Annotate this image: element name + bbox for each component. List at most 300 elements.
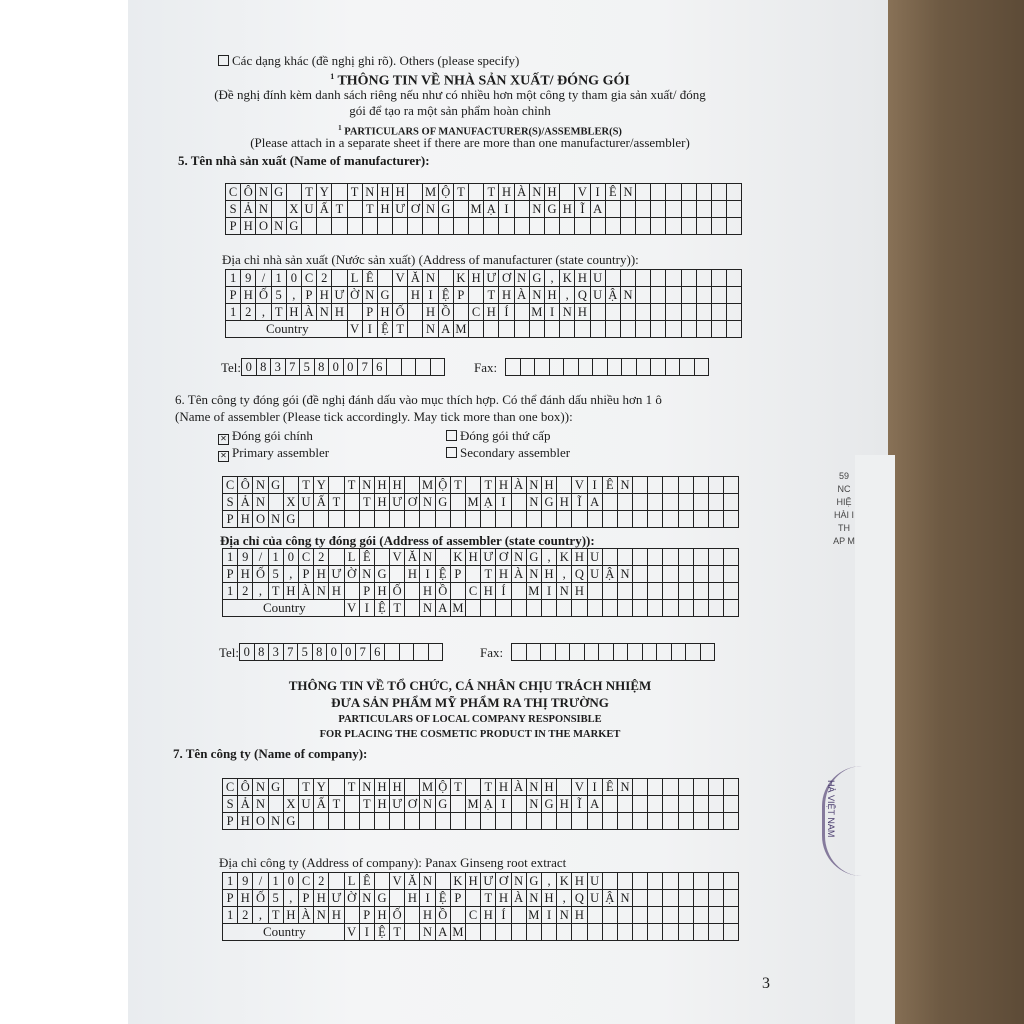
digit-box: 3 xyxy=(269,644,284,660)
grid-cell xyxy=(450,813,465,830)
grid-cell xyxy=(481,511,496,528)
digit-box: 7 xyxy=(358,359,373,375)
grid-cell xyxy=(544,321,559,338)
grid-cell: Ư xyxy=(481,873,496,890)
grid-cell xyxy=(666,184,681,201)
grid-cell xyxy=(374,511,389,528)
manufacturer-fax xyxy=(474,358,709,376)
grid-cell: À xyxy=(511,477,526,494)
digit-box xyxy=(400,644,415,660)
grid-cell: 9 xyxy=(238,549,253,566)
grid-cell xyxy=(602,600,617,617)
grid-cell: T xyxy=(271,304,286,321)
grid-cell xyxy=(724,779,739,796)
grid-cell: Ấ xyxy=(317,201,332,218)
grid-cell xyxy=(438,270,453,287)
grid-cell xyxy=(648,924,663,941)
grid-cell xyxy=(724,907,739,924)
grid-cell: T xyxy=(301,184,316,201)
grid-cell xyxy=(572,924,587,941)
grid-cell xyxy=(405,924,420,941)
grid-cell: G xyxy=(541,494,556,511)
grid-cell xyxy=(681,287,696,304)
grid-cell: N xyxy=(423,201,438,218)
grid-cell xyxy=(557,779,572,796)
grid-cell: M xyxy=(526,907,541,924)
grid-cell xyxy=(724,583,739,600)
grid-cell xyxy=(666,304,681,321)
grid-cell xyxy=(301,218,316,235)
grid-cell: N xyxy=(526,779,541,796)
grid-cell: Í xyxy=(496,583,511,600)
digit-box xyxy=(666,359,681,375)
digit-box xyxy=(521,359,536,375)
grid-cell xyxy=(466,566,481,583)
grid-cell xyxy=(636,287,651,304)
grid-row xyxy=(223,549,739,566)
grid-cell: H xyxy=(238,566,253,583)
grid-cell: H xyxy=(390,779,405,796)
grid-cell xyxy=(693,873,708,890)
grid-cell xyxy=(709,779,724,796)
grid-cell: C xyxy=(226,184,241,201)
grid-cell xyxy=(344,907,359,924)
grid-cell xyxy=(666,218,681,235)
grid-cell xyxy=(541,813,556,830)
grid-cell: , xyxy=(557,566,572,583)
grid-cell xyxy=(693,583,708,600)
digit-box xyxy=(680,359,695,375)
grid-cell: Ư xyxy=(329,566,344,583)
digit-box xyxy=(614,644,629,660)
grid-cell: H xyxy=(541,779,556,796)
grid-cell xyxy=(727,184,742,201)
grid-cell: N xyxy=(362,287,377,304)
grid-cell xyxy=(344,583,359,600)
grid-cell: H xyxy=(420,907,435,924)
grid-cell xyxy=(648,813,663,830)
grid-cell: H xyxy=(374,494,389,511)
digit-box xyxy=(579,359,594,375)
grid-cell: Ê xyxy=(602,779,617,796)
grid-cell: T xyxy=(268,583,283,600)
grid-cell: T xyxy=(393,321,408,338)
grid-cell: U xyxy=(587,549,602,566)
grid-cell xyxy=(678,477,693,494)
grid-cell xyxy=(678,779,693,796)
grid-cell: Ĩ xyxy=(572,796,587,813)
grid-cell xyxy=(636,304,651,321)
grid-cell: V xyxy=(393,270,408,287)
grid-cell xyxy=(374,549,389,566)
grid-cell xyxy=(283,477,298,494)
grid-cell: Ă xyxy=(405,873,420,890)
grid-cell: I xyxy=(420,890,435,907)
grid-cell xyxy=(678,549,693,566)
grid-cell: N xyxy=(314,907,329,924)
grid-cell xyxy=(469,184,484,201)
grid-cell xyxy=(709,494,724,511)
grid-cell: G xyxy=(435,494,450,511)
local-title-vi-1: THÔNG TIN VỀ TỔ CHỨC, CÁ NHÂN CHỊU TRÁCH NHIỆM xyxy=(288,678,652,693)
grid-cell xyxy=(560,184,575,201)
grid-cell xyxy=(484,321,499,338)
grid-cell xyxy=(709,924,724,941)
grid-cell xyxy=(450,511,465,528)
grid-cell: Ả xyxy=(238,494,253,511)
grid-cell: N xyxy=(420,924,435,941)
assembler-heading-vi: 6. Tên công ty đóng gói (đề nghị đánh dấu vào mục thích hợp. Có thể đánh dấu nhiều hơn 1 ô xyxy=(175,392,662,407)
grid-row xyxy=(223,796,739,813)
grid-cell xyxy=(724,511,739,528)
grid-cell: I xyxy=(362,321,377,338)
grid-cell xyxy=(617,549,632,566)
grid-cell xyxy=(696,184,711,201)
grid-cell xyxy=(393,287,408,304)
grid-cell: , xyxy=(253,907,268,924)
grid-cell: T xyxy=(268,907,283,924)
grid-cell: Ê xyxy=(605,184,620,201)
grid-cell xyxy=(541,924,556,941)
grid-cell xyxy=(347,201,362,218)
grid-cell: V xyxy=(572,779,587,796)
grid-cell: H xyxy=(466,873,481,890)
grid-cell xyxy=(529,321,544,338)
grid-cell: , xyxy=(283,566,298,583)
grid-cell: O xyxy=(256,218,271,235)
grid-cell xyxy=(526,924,541,941)
grid-cell: À xyxy=(298,907,313,924)
grid-cell: 1 xyxy=(223,907,238,924)
grid-cell: T xyxy=(298,477,313,494)
grid-cell: H xyxy=(374,907,389,924)
grid-cell: Ê xyxy=(602,477,617,494)
grid-cell xyxy=(678,873,693,890)
grid-cell: Ơ xyxy=(405,494,420,511)
grid-cell: N xyxy=(253,796,268,813)
grid-cell xyxy=(724,566,739,583)
grid-cell: G xyxy=(377,287,392,304)
grid-cell: G xyxy=(283,511,298,528)
grid-cell: N xyxy=(529,201,544,218)
grid-cell xyxy=(332,270,347,287)
grid-cell: 2 xyxy=(241,304,256,321)
grid-cell: G xyxy=(283,813,298,830)
grid-cell xyxy=(633,511,648,528)
digit-box xyxy=(429,644,443,660)
grid-cell: N xyxy=(617,477,632,494)
grid-cell: , xyxy=(557,890,572,907)
grid-cell xyxy=(709,796,724,813)
digit-box: 8 xyxy=(255,644,270,660)
grid-cell: T xyxy=(481,477,496,494)
grid-cell: T xyxy=(390,600,405,617)
grid-cell xyxy=(648,907,663,924)
grid-cell: H xyxy=(572,549,587,566)
grid-cell xyxy=(709,907,724,924)
grid-cell: N xyxy=(526,566,541,583)
grid-cell: 1 xyxy=(268,549,283,566)
grid-cell: Ạ xyxy=(481,494,496,511)
grid-cell: V xyxy=(344,600,359,617)
grid-cell: I xyxy=(541,583,556,600)
grid-cell: C xyxy=(298,873,313,890)
grid-cell: P xyxy=(226,287,241,304)
grid-cell: G xyxy=(544,201,559,218)
grid-cell: H xyxy=(557,494,572,511)
grid-cell xyxy=(541,511,556,528)
local-title-en-1: PARTICULARS OF LOCAL COMPANY RESPONSIBLE xyxy=(338,714,602,725)
grid-cell: H xyxy=(541,477,556,494)
digit-box: 6 xyxy=(373,359,388,375)
grid-cell: Ư xyxy=(332,287,347,304)
grid-cell: N xyxy=(253,494,268,511)
grid-cell: H xyxy=(499,184,514,201)
grid-cell xyxy=(693,477,708,494)
grid-cell: T xyxy=(390,924,405,941)
grid-cell: H xyxy=(541,890,556,907)
grid-cell xyxy=(453,218,468,235)
grid-cell: Ệ xyxy=(438,287,453,304)
grid-cell xyxy=(514,321,529,338)
manufacturer-heading: 5. Tên nhà sản xuất (Name of manufacturer): xyxy=(178,153,430,168)
grid-cell xyxy=(617,796,632,813)
grid-cell: M xyxy=(466,494,481,511)
grid-cell xyxy=(435,549,450,566)
grid-cell: Ư xyxy=(390,796,405,813)
grid-cell: N xyxy=(514,270,529,287)
grid-cell xyxy=(681,201,696,218)
grid-cell: K xyxy=(450,873,465,890)
grid-cell xyxy=(693,494,708,511)
grid-row xyxy=(223,494,739,511)
grid-cell xyxy=(633,813,648,830)
digit-box xyxy=(585,644,600,660)
grid-cell xyxy=(633,583,648,600)
grid-cell xyxy=(511,494,526,511)
fax-label: Fax: xyxy=(480,644,504,660)
grid-cell: Ơ xyxy=(496,549,511,566)
grid-cell xyxy=(620,270,635,287)
grid-cell: N xyxy=(317,304,332,321)
grid-row xyxy=(223,873,739,890)
checked-box-icon: ✕ xyxy=(218,434,229,445)
grid-cell: G xyxy=(526,549,541,566)
grid-cell xyxy=(314,511,329,528)
grid-cell: Í xyxy=(499,304,514,321)
fax-boxes xyxy=(511,643,715,661)
digit-box: 8 xyxy=(315,359,330,375)
grid-cell: Ơ xyxy=(496,873,511,890)
grid-cell xyxy=(696,287,711,304)
grid-cell xyxy=(590,304,605,321)
grid-cell xyxy=(329,549,344,566)
assembler-fax xyxy=(480,643,715,661)
tel-boxes xyxy=(239,643,443,661)
grid-cell xyxy=(693,549,708,566)
grid-cell xyxy=(605,304,620,321)
grid-cell: H xyxy=(572,583,587,600)
grid-cell xyxy=(359,813,374,830)
grid-cell xyxy=(587,907,602,924)
grid-cell: M xyxy=(466,796,481,813)
grid-cell: H xyxy=(390,477,405,494)
grid-cell: G xyxy=(541,796,556,813)
grid-cell: P xyxy=(223,511,238,528)
grid-cell xyxy=(390,890,405,907)
grid-cell xyxy=(633,924,648,941)
grid-cell: 5 xyxy=(268,890,283,907)
digit-box xyxy=(637,359,652,375)
grid-cell xyxy=(317,218,332,235)
grid-cell: Ô xyxy=(238,477,253,494)
grid-cell xyxy=(678,924,693,941)
grid-cell xyxy=(724,477,739,494)
grid-cell: Ố xyxy=(393,304,408,321)
grid-cell: T xyxy=(329,796,344,813)
grid-cell: U xyxy=(587,873,602,890)
grid-cell xyxy=(681,270,696,287)
grid-row xyxy=(226,201,742,218)
grid-cell xyxy=(663,907,678,924)
grid-cell xyxy=(663,494,678,511)
grid-cell: G xyxy=(435,796,450,813)
country-label: Country xyxy=(223,924,345,941)
digit-box xyxy=(385,644,400,660)
grid-cell xyxy=(633,907,648,924)
grid-cell: K xyxy=(557,549,572,566)
grid-cell xyxy=(693,566,708,583)
grid-cell: N xyxy=(617,566,632,583)
grid-cell xyxy=(329,477,344,494)
grid-row xyxy=(223,779,739,796)
grid-cell xyxy=(636,270,651,287)
grid-cell xyxy=(651,218,666,235)
grid-cell xyxy=(469,287,484,304)
grid-cell xyxy=(663,566,678,583)
grid-cell xyxy=(450,494,465,511)
digit-box: 7 xyxy=(284,644,299,660)
grid-row xyxy=(226,218,742,235)
grid-cell xyxy=(678,813,693,830)
grid-cell: 1 xyxy=(268,873,283,890)
assembler-address-grid xyxy=(222,548,739,617)
grid-cell: G xyxy=(268,477,283,494)
checked-box-icon: ✕ xyxy=(218,451,229,462)
grid-cell xyxy=(496,600,511,617)
grid-cell: , xyxy=(560,287,575,304)
grid-cell: I xyxy=(496,494,511,511)
grid-cell: P xyxy=(223,813,238,830)
grid-cell: N xyxy=(526,890,541,907)
grid-cell: T xyxy=(450,779,465,796)
grid-cell xyxy=(663,583,678,600)
grid-cell xyxy=(633,890,648,907)
table-surface xyxy=(884,0,1024,1024)
grid-cell xyxy=(602,907,617,924)
grid-cell: P xyxy=(223,890,238,907)
grid-cell xyxy=(678,566,693,583)
grid-row xyxy=(226,270,742,287)
grid-cell xyxy=(648,873,663,890)
grid-cell: Ă xyxy=(408,270,423,287)
grid-cell: 1 xyxy=(226,304,241,321)
country-row xyxy=(226,321,742,338)
grid-cell: U xyxy=(298,494,313,511)
grid-cell: G xyxy=(268,779,283,796)
grid-cell xyxy=(648,494,663,511)
grid-cell xyxy=(727,201,742,218)
grid-cell xyxy=(602,796,617,813)
grid-cell xyxy=(605,321,620,338)
grid-cell xyxy=(560,218,575,235)
grid-cell xyxy=(617,813,632,830)
grid-cell: K xyxy=(560,270,575,287)
grid-cell xyxy=(481,813,496,830)
grid-cell: Ệ xyxy=(374,924,389,941)
grid-cell: 2 xyxy=(238,907,253,924)
grid-cell xyxy=(587,600,602,617)
grid-cell: C xyxy=(223,779,238,796)
stamp-text: HÀ VIỆT NAM xyxy=(826,780,836,838)
grid-row xyxy=(226,287,742,304)
grid-row xyxy=(223,477,739,494)
grid-cell: N xyxy=(423,321,438,338)
grid-cell xyxy=(557,511,572,528)
grid-cell: 1 xyxy=(271,270,286,287)
grid-cell: 2 xyxy=(317,270,332,287)
grid-cell xyxy=(648,566,663,583)
digit-box xyxy=(387,359,402,375)
grid-cell xyxy=(481,600,496,617)
grid-cell xyxy=(466,511,481,528)
grid-cell: H xyxy=(377,184,392,201)
grid-cell xyxy=(633,796,648,813)
grid-cell: 2 xyxy=(238,583,253,600)
grid-cell xyxy=(390,813,405,830)
grid-cell xyxy=(438,218,453,235)
grid-row xyxy=(223,890,739,907)
fax-label: Fax: xyxy=(474,359,498,375)
grid-cell: N xyxy=(268,511,283,528)
grid-cell xyxy=(663,477,678,494)
digit-box: 0 xyxy=(342,644,357,660)
grid-cell: N xyxy=(511,549,526,566)
grid-cell: T xyxy=(481,779,496,796)
grid-cell: Ả xyxy=(241,201,256,218)
grid-cell xyxy=(511,796,526,813)
grid-cell xyxy=(663,890,678,907)
grid-cell xyxy=(678,890,693,907)
tel-label: Tel: xyxy=(221,359,242,375)
grid-cell xyxy=(499,218,514,235)
grid-cell: H xyxy=(481,907,496,924)
grid-cell: V xyxy=(347,321,362,338)
grid-cell: G xyxy=(374,566,389,583)
grid-cell: H xyxy=(377,304,392,321)
grid-cell: Ạ xyxy=(481,796,496,813)
grid-cell xyxy=(648,796,663,813)
grid-cell: M xyxy=(453,321,468,338)
grid-cell: A xyxy=(435,924,450,941)
grid-cell xyxy=(557,813,572,830)
grid-cell: M xyxy=(450,924,465,941)
grid-cell xyxy=(469,218,484,235)
digit-box xyxy=(535,359,550,375)
grid-cell: L xyxy=(344,873,359,890)
grid-cell xyxy=(724,796,739,813)
grid-cell: U xyxy=(590,270,605,287)
